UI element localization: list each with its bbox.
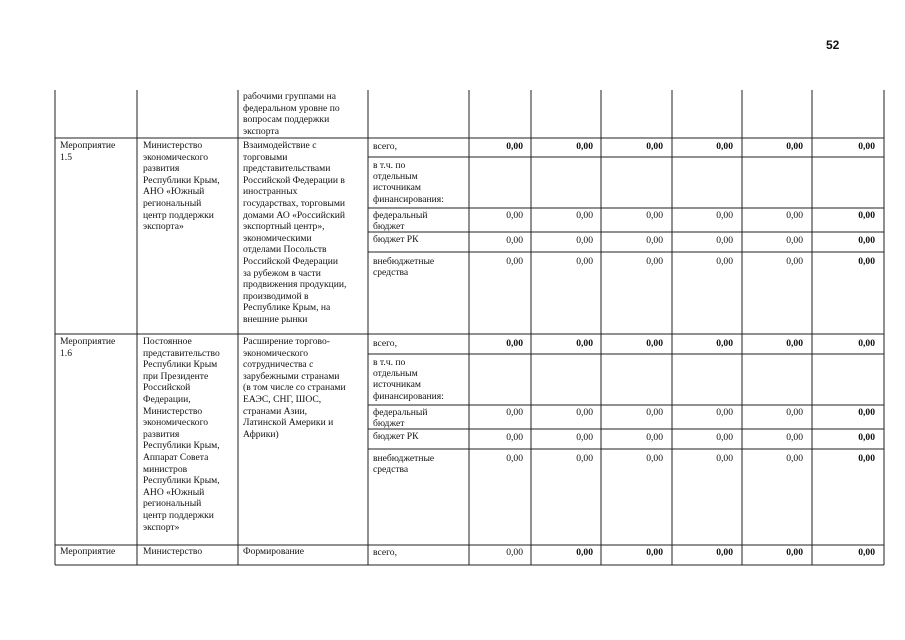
value-cell: 0,00 [716, 432, 733, 443]
value-cell: 0,00 [646, 210, 663, 221]
measure-executor: Министерство экономического развития Республики Крым, АНО «Южный региональный центр поддержки экспорта» [143, 140, 220, 233]
measure-name: Мероприятие [60, 546, 116, 557]
value-cell: 0,00 [646, 141, 663, 152]
value-cell: 0,00 [786, 256, 803, 267]
measure-name: Мероприятие 1.5 [60, 140, 116, 163]
value-cell: 0,00 [506, 141, 523, 152]
value-cell: 0,00 [506, 407, 523, 418]
value-cell: 0,00 [858, 141, 875, 152]
value-cell: 0,00 [716, 547, 733, 558]
page-number: 52 [826, 38, 840, 52]
measure-executor: Министерство [143, 546, 203, 557]
value-cell: 0,00 [716, 210, 733, 221]
value-cell: 0,00 [858, 432, 875, 443]
fin-label-rk: бюджет РК [373, 431, 419, 442]
value-cell: 0,00 [646, 547, 663, 558]
value-cell: 0,00 [786, 235, 803, 246]
fin-label-incl: в т.ч. по отдельным источникам финансирования: [373, 357, 444, 402]
value-cell: 0,00 [858, 210, 875, 221]
value-cell: 0,00 [858, 453, 875, 464]
fin-label-federal: федеральный бюджет [373, 407, 428, 430]
value-cell: 0,00 [506, 338, 523, 349]
value-cell: 0,00 [646, 432, 663, 443]
measure-description: Расширение торгово- экономического сотрудничества с зарубежными странами (в том числе со странами ЕАЭС, СНГ, ШОС, странами Азии, Латинской Америки и Африки) [243, 336, 346, 440]
value-cell: 0,00 [646, 338, 663, 349]
continuation-description: рабочими группами на федеральном уровне по вопросам поддержки экспорта [243, 91, 340, 137]
value-cell: 0,00 [646, 235, 663, 246]
value-cell: 0,00 [786, 547, 803, 558]
value-cell: 0,00 [576, 547, 593, 558]
fin-label-extra: внебюджетные средства [373, 256, 435, 279]
value-cell: 0,00 [858, 256, 875, 267]
fin-label-total: всего, [373, 141, 397, 152]
fin-label-total: всего, [373, 547, 397, 558]
value-cell: 0,00 [716, 235, 733, 246]
value-cell: 0,00 [646, 407, 663, 418]
value-cell: 0,00 [506, 453, 523, 464]
measure-description: Взаимодействие с торговыми представительствами Российской Федерации в иностранных государствах, торговыми домами АО «Российский экспортный центр», экономическими отделами Посольств Российской Федерации за рубежом в части продвижения продукции, производимой в Республике Крым, на внешние рынки [243, 140, 347, 325]
value-cell: 0,00 [506, 210, 523, 221]
fin-label-total: всего, [373, 338, 397, 349]
value-cell: 0,00 [786, 141, 803, 152]
fin-label-incl: в т.ч. по отдельным источникам финансирования: [373, 160, 444, 205]
fin-label-rk: бюджет РК [373, 234, 419, 245]
value-cell: 0,00 [786, 210, 803, 221]
value-cell: 0,00 [786, 407, 803, 418]
value-cell: 0,00 [576, 210, 593, 221]
value-cell: 0,00 [506, 256, 523, 267]
fin-label-federal: федеральный бюджет [373, 210, 428, 233]
value-cell: 0,00 [506, 547, 523, 558]
measure-name: Мероприятие 1.6 [60, 336, 116, 359]
value-cell: 0,00 [576, 141, 593, 152]
value-cell: 0,00 [646, 453, 663, 464]
value-cell: 0,00 [858, 407, 875, 418]
value-cell: 0,00 [786, 338, 803, 349]
value-cell: 0,00 [506, 235, 523, 246]
value-cell: 0,00 [858, 547, 875, 558]
value-cell: 0,00 [716, 338, 733, 349]
value-cell: 0,00 [646, 256, 663, 267]
measure-executor: Постоянное представительство Республики Крым при Президенте Российской Федерации, Министерство экономического развития Республики Крым, Аппарат Совета министров Республики Крым, АНО «Южный региональный центр поддержки экспорт» [143, 336, 220, 533]
value-cell: 0,00 [576, 338, 593, 349]
value-cell: 0,00 [858, 338, 875, 349]
measure-description: Формирование [243, 546, 305, 557]
value-cell: 0,00 [506, 432, 523, 443]
value-cell: 0,00 [576, 256, 593, 267]
value-cell: 0,00 [786, 432, 803, 443]
value-cell: 0,00 [576, 235, 593, 246]
value-cell: 0,00 [716, 453, 733, 464]
value-cell: 0,00 [716, 256, 733, 267]
value-cell: 0,00 [576, 432, 593, 443]
value-cell: 0,00 [576, 407, 593, 418]
value-cell: 0,00 [858, 235, 875, 246]
value-cell: 0,00 [576, 453, 593, 464]
fin-label-extra: внебюджетные средства [373, 453, 435, 476]
value-cell: 0,00 [716, 407, 733, 418]
value-cell: 0,00 [786, 453, 803, 464]
value-cell: 0,00 [716, 141, 733, 152]
